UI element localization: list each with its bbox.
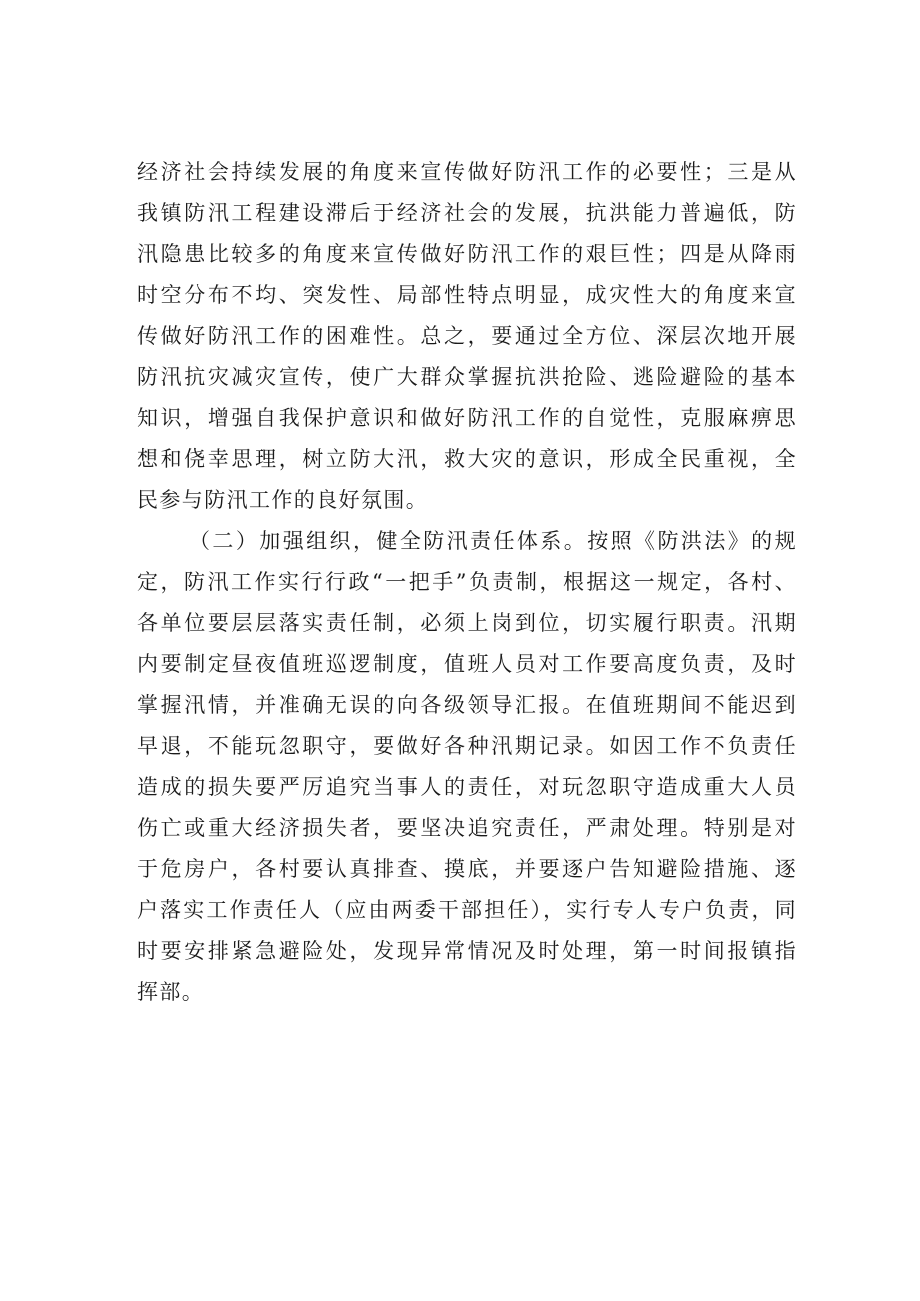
paragraph-line: 知识，增强自我保护意识和做好防汛工作的自觉性，克服麻痹思 — [137, 406, 797, 430]
paragraph-line: 我镇防汛工程建设滞后于经济社会的发展，抗洪能力普遍低，防 — [137, 201, 797, 225]
paragraph-line: 想和侥幸思理，树立防大汛，救大灾的意识，形成全民重视，全 — [137, 447, 797, 471]
paragraph-line: 汛隐患比较多的角度来宣传做好防汛工作的艰巨性；四是从降雨 — [137, 242, 797, 266]
paragraph-line: 时空分布不均、突发性、局部性特点明显，成灾性大的角度来宣 — [137, 283, 797, 307]
paragraph-line: 各单位要层层落实责任制，必须上岗到位，切实履行职责。汛期 — [137, 611, 797, 635]
paragraph-line: 传做好防汛工作的困难性。总之，要通过全方位、深层次地开展 — [137, 324, 797, 348]
paragraph-heading-line: （二）加强组织，健全防汛责任体系。按照《防洪法》的规 — [189, 529, 797, 553]
paragraph-line: 内要制定昼夜值班巡逻制度，值班人员对工作要高度负责，及时 — [137, 652, 797, 676]
paragraph-line: 民参与防汛工作的良好氛围。 — [137, 488, 429, 512]
paragraph-line: 经济社会持续发展的角度来宣传做好防汛工作的必要性；三是从 — [137, 160, 797, 184]
paragraph-line: 造成的损失要严厉追究当事人的责任，对玩忽职守造成重大人员 — [137, 775, 797, 799]
body-text — [137, 152, 797, 1013]
paragraph-line: 掌握汛情，并准确无误的向各级领导汇报。在值班期间不能迟到 — [137, 693, 797, 717]
paragraph-line: 定，防汛工作实行行政“一把手”负责制，根据这一规定，各村、 — [137, 570, 797, 594]
paragraph-line: 户落实工作责任人（应由两委干部担任），实行专人专户负责，同 — [137, 898, 797, 922]
paragraph-line: 早退，不能玩忽职守，要做好各种汛期记录。如因工作不负责任 — [137, 734, 797, 758]
paragraph-line: 于危房户，各村要认真排查、摸底，并要逐户告知避险措施、逐 — [137, 857, 797, 881]
paragraph-line: 防汛抗灾减灾宣传，使广大群众掌握抗洪抢险、逃险避险的基本 — [137, 365, 797, 389]
paragraph-line: 伤亡或重大经济损失者，要坚决追究责任，严肃处理。特别是对 — [137, 816, 797, 840]
paragraph-line: 挥部。 — [137, 980, 205, 1004]
paragraph-line: 时要安排紧急避险处，发现异常情况及时处理，第一时间报镇指 — [137, 939, 797, 963]
